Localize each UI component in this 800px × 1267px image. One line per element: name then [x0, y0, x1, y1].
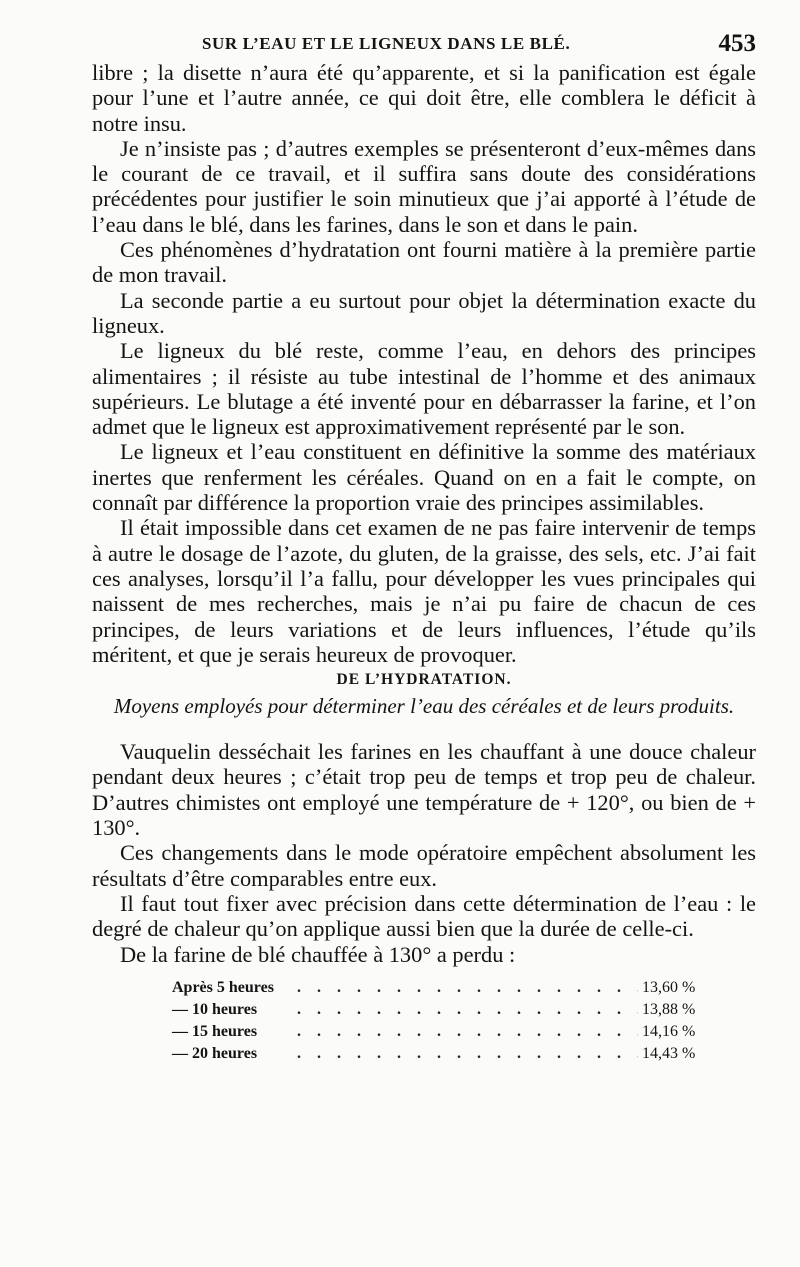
row-value: 13,88 %	[642, 1000, 696, 1018]
paragraph: Il était impossible dans cet examen de ne pas faire intervenir de temps à autre le dosage de l’azote, du gluten, de la graisse, des sels, etc. J’ai fait ces analyses, lorsqu’il l’a fallu, pour développer les vues principales qui naissent de mes recherches, mais je n’ai pu faire de chacun de ces principes, de leurs variations et de leurs influences, l’étude qu’ils méritent, et que je serais heureux de provoquer.	[92, 515, 756, 667]
dot-leader	[297, 977, 638, 999]
row-label: — 15 heures	[172, 1022, 258, 1040]
table-row	[172, 1043, 732, 1065]
paragraph: De la farine de blé chauffée à 130° a perdu :	[120, 941, 516, 967]
dot-leader	[297, 1043, 638, 1065]
row-value: 14,16 %	[642, 1022, 696, 1040]
section-subtitle: Moyens employés pour déterminer l’eau des céréales et de leurs produits.	[113, 694, 735, 719]
paragraph: La seconde partie a eu surtout pour objet la détermination exacte du ligneux.	[92, 287, 756, 338]
paragraph: Le ligneux du blé reste, comme l’eau, en dehors des principes alimentaires ; il résiste au tube intestinal de l’homme et des animaux supérieurs. Le blutage a été inventé pour en débarrasser la farine, et l’on admet que le ligneux est approximativement représenté par le son.	[92, 338, 756, 440]
table-row	[172, 1021, 732, 1043]
paragraph: Je n’insiste pas ; d’autres exemples se présenteront d’eux-mêmes dans le courant de ce travail, et il suffira sans doute des considérations précédentes pour justifier le soin minutieux que j’ai apporté à l’étude de l’eau dans le blé, dans les farines, dans le son et dans le pain.	[92, 135, 756, 237]
dot-leader	[297, 1021, 638, 1043]
section-heading: DE L’HYDRATATION.	[336, 671, 512, 689]
paragraph: Il faut tout fixer avec précision dans cette détermination de l’eau : le degré de chaleur qu’on applique aussi bien que la durée de celle-ci.	[92, 890, 756, 942]
dot-leader	[297, 999, 638, 1021]
paragraph-continued: libre ; la disette n’aura été qu’apparente, et si la panification est égale pour l’une et l’autre année, ce qui doit être, elle comblera le déficit à notre insu.	[92, 60, 756, 136]
paragraph: Ces changements dans le mode opératoire empêchent absolument les résultats d’être comparables entre eux.	[92, 840, 756, 891]
paragraph: Le ligneux et l’eau constituent en définitive la somme des matériaux inertes que renferment les céréales. Quand on en a fait le compte, on connaît par différence la proportion vraie des principes assimilables.	[92, 439, 756, 516]
paragraph: Vauquelin desséchait les farines en les chauffant à une douce chaleur pendant deux heures ; c’était trop peu de temps et trop peu de chaleur. D’autres chimistes ont employé une température de + 120°, ou bien de + 130°.	[92, 739, 756, 841]
row-value: 13,60 %	[642, 978, 696, 996]
row-value: 14,43 %	[642, 1044, 696, 1062]
weight-loss-table	[172, 977, 732, 1065]
row-label: — 10 heures	[172, 1000, 258, 1018]
table-row	[172, 999, 732, 1021]
row-label: — 20 heures	[172, 1044, 258, 1062]
running-title: SUR L’EAU ET LE LIGNEUX DANS LE BLÉ.	[202, 34, 571, 53]
paragraph: Ces phénomènes d’hydratation ont fourni matière à la première partie de mon travail.	[92, 237, 756, 288]
table-row	[172, 977, 732, 999]
page-body	[92, 60, 756, 1065]
row-label: Après 5 heures	[172, 978, 274, 996]
page-number: 453	[718, 30, 756, 57]
